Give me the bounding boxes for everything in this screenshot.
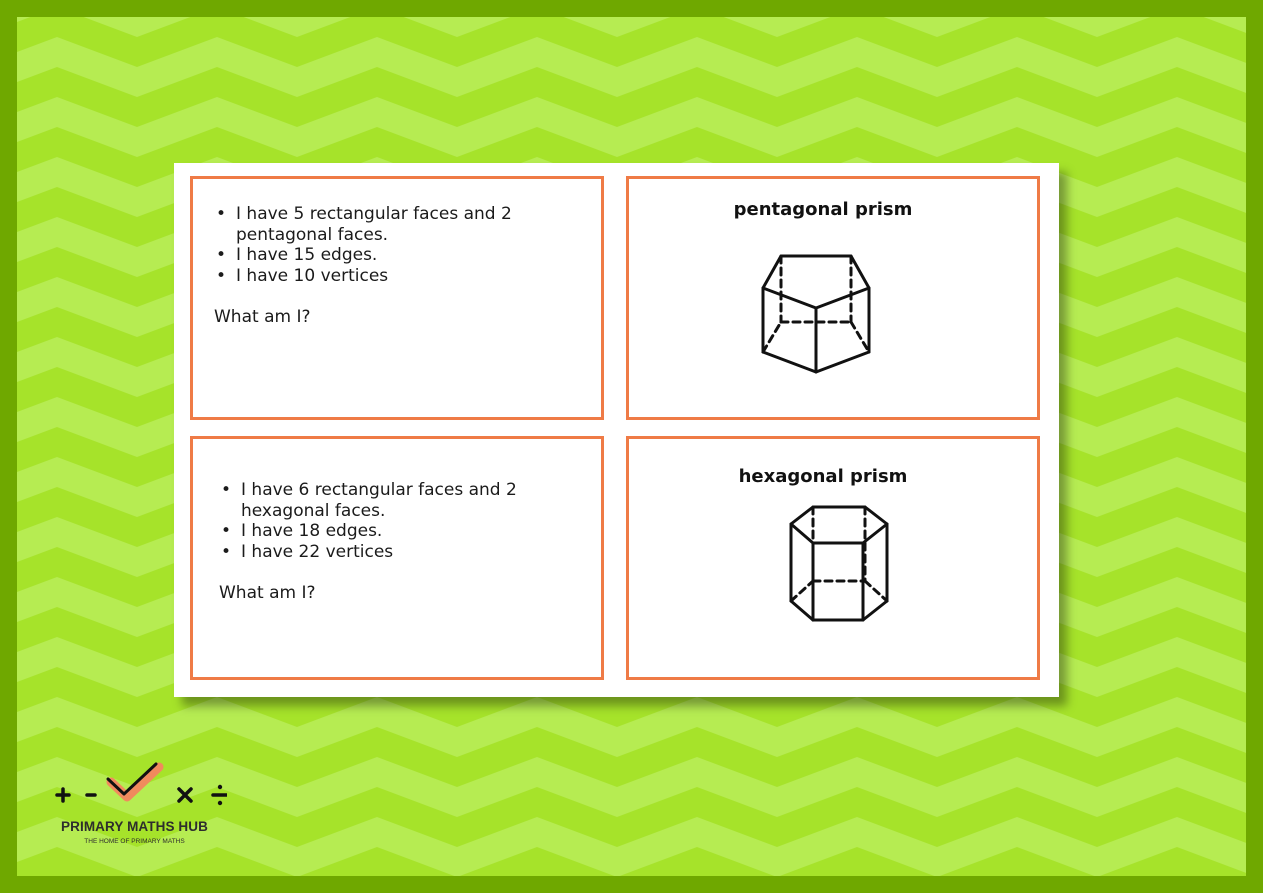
divide-icon [213,785,227,805]
green-background-frame [17,17,1246,876]
logo-symbols [47,752,227,816]
clue-item: • I have 22 vertices [219,542,541,563]
clue-list [214,204,536,286]
clue-card-pentagonal [190,176,604,420]
answer-card-hexagonal-prism [626,436,1040,680]
answer-title: hexagonal prism [738,466,908,487]
pentagonal-prism-icon [757,244,873,376]
clue-item: • I have 6 rectangular faces and 2 hexagonal faces. [219,480,541,521]
times-icon [179,789,191,801]
clue-item: • I have 5 rectangular faces and 2 pentagonal faces. [214,204,536,245]
question-text: What am I? [219,583,316,603]
logo-name: PRIMARY MATHS HUB [61,819,208,834]
clue-text [214,204,536,328]
answer-card-pentagonal-prism [626,176,1040,420]
hexagonal-prism-icon [787,501,891,625]
answer-title: pentagonal prism [733,199,913,220]
checkmark-icon [108,764,159,797]
primary-maths-hub-logo [47,752,237,852]
clue-text [219,480,541,604]
plus-icon [57,789,69,801]
clue-list [219,480,541,562]
logo-tagline: THE HOME OF PRIMARY MATHS [84,838,185,845]
question-text: What am I? [214,307,311,327]
clue-item: • I have 18 edges. [219,521,541,542]
clue-item: • I have 15 edges. [214,245,536,266]
card-sheet [174,163,1059,697]
clue-item: • I have 10 vertices [214,266,536,287]
clue-card-hexagonal [190,436,604,680]
